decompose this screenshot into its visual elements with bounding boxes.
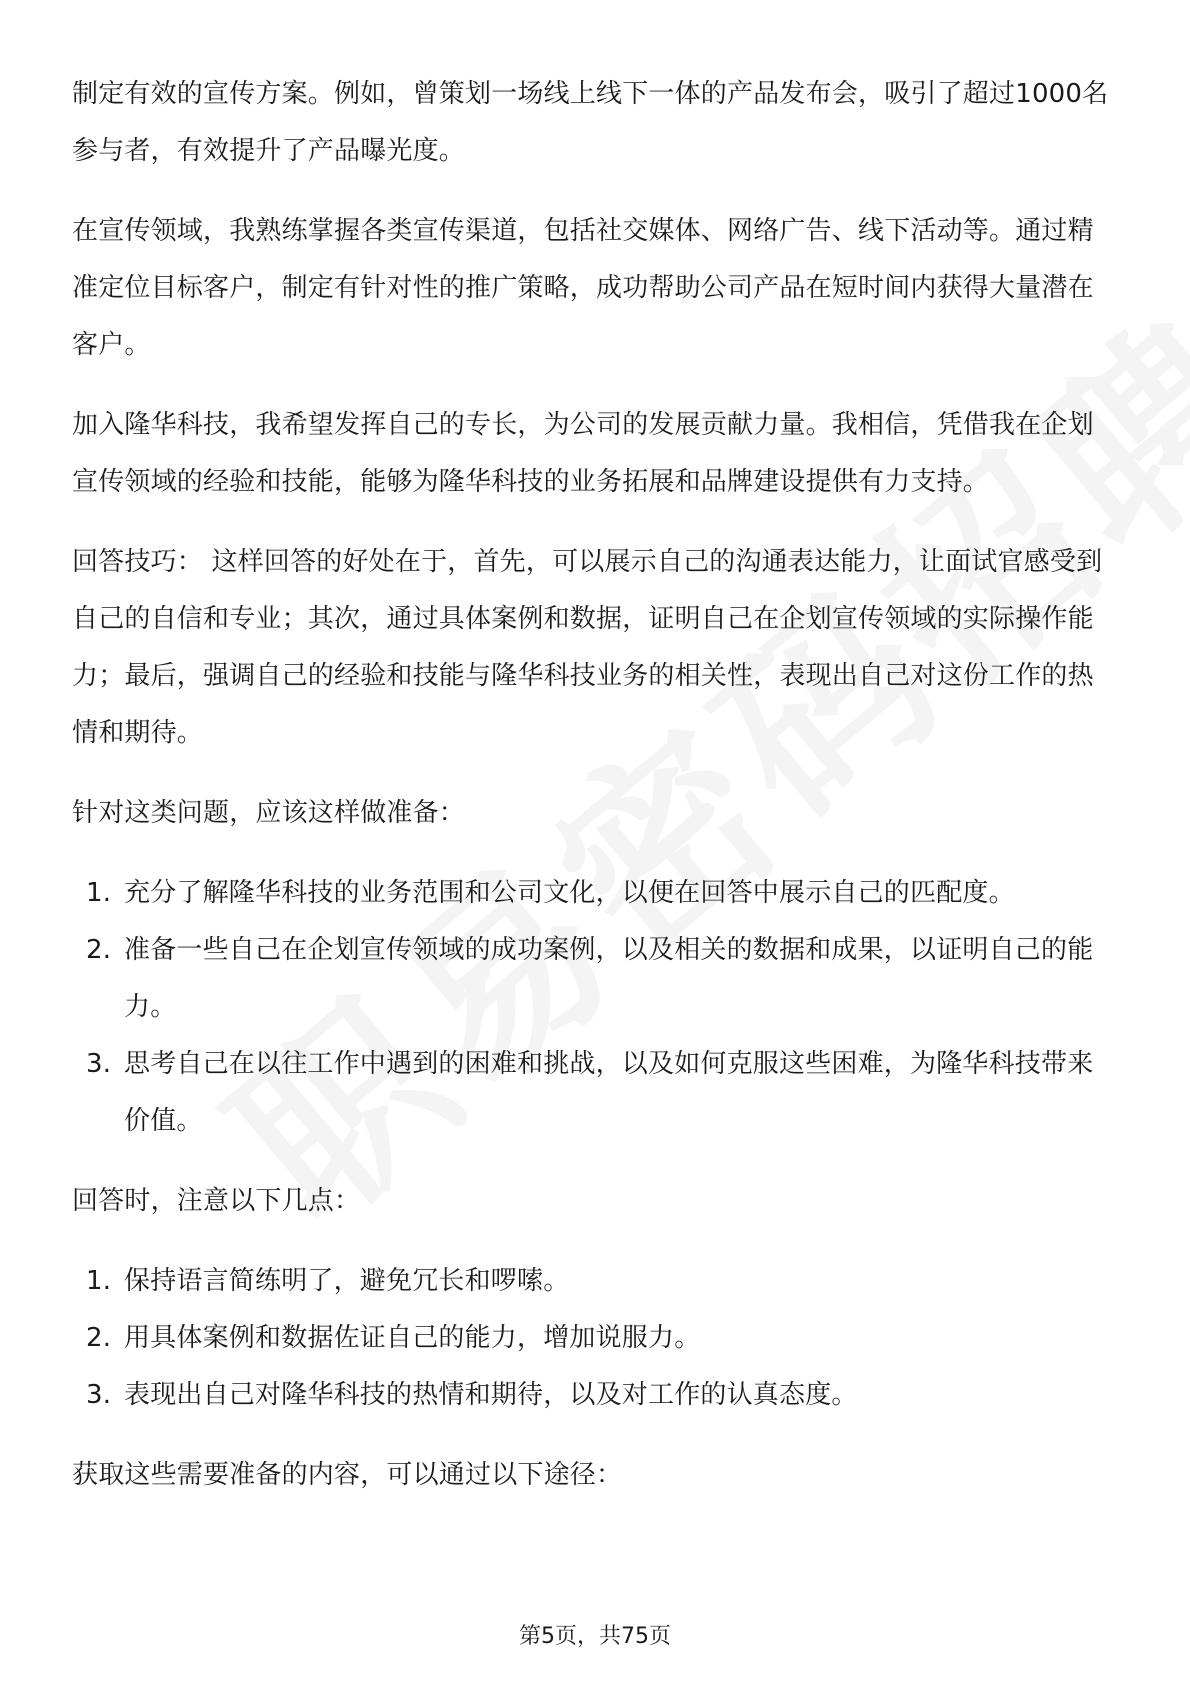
list-item-text: 表现出自己对隆华科技的热情和期待，以及对工作的认真态度。 <box>124 1380 858 1410</box>
list-number: 3. <box>86 1380 112 1410</box>
paragraph-notes-heading: 回答时，注意以下几点： <box>72 1186 361 1216</box>
list-number: 2. <box>86 1323 112 1353</box>
list-number: 1. <box>86 1266 112 1296</box>
list-item <box>72 922 1118 1036</box>
list-item-text: 用具体案例和数据佐证自己的能力，增加说服力。 <box>124 1323 701 1353</box>
paragraph-3: 加入隆华科技，我希望发挥自己的专长，为公司的发展贡献力量。我相信，凭借我在企划宣传领域的经验和技能，能够为隆华科技的业务拓展和品牌建设提供有力支持。 <box>72 410 1094 497</box>
paragraph-1: 制定有效的宣传方案。例如，曾策划一场线上线下一体的产品发布会，吸引了超过1000名参与者，有效提升了产品曝光度。 <box>72 79 1109 166</box>
list-number: 3. <box>86 1049 112 1079</box>
list-item-text: 保持语言简练明了，避免冗长和啰嗦。 <box>124 1266 570 1296</box>
page-number-footer: 第5页，共75页 <box>519 1624 671 1649</box>
paragraph-prep-heading: 针对这类问题，应该这样做准备： <box>72 798 466 828</box>
paragraph-2: 在宣传领域，我熟练掌握各类宣传渠道，包括社交媒体、网络广告、线下活动等。通过精准定位目标客户，制定有针对性的推广策略，成功帮助公司产品在短时间内获得大量潜在客户。 <box>72 216 1094 360</box>
notes-list <box>72 1253 1118 1424</box>
list-item <box>72 1310 1118 1367</box>
list-number: 1. <box>86 878 112 908</box>
list-item-text: 思考自己在以往工作中遇到的困难和挑战，以及如何克服这些困难，为隆华科技带来价值。 <box>124 1049 1094 1136</box>
prep-list <box>72 865 1118 1150</box>
list-item <box>72 1253 1118 1310</box>
paragraph-tips: 回答技巧： 这样回答的好处在于，首先，可以展示自己的沟通表达能力，让面试官感受到自己的自信和专业；其次，通过具体案例和数据，证明自己在企划宣传领域的实际操作能力；最后，强调自己的经验和技能与隆华科技业务的相关性，表现出自己对这份工作的热情和期待。 <box>72 547 1103 748</box>
list-item-text: 充分了解隆华科技的业务范围和公司文化，以便在回答中展示自己的匹配度。 <box>124 878 1015 908</box>
list-item <box>72 865 1118 922</box>
page-content <box>72 66 1118 1504</box>
list-item <box>72 1036 1118 1150</box>
list-item <box>72 1367 1118 1424</box>
list-number: 2. <box>86 935 112 965</box>
paragraph-closing: 获取这些需要准备的内容，可以通过以下途径： <box>72 1460 623 1490</box>
list-item-text: 准备一些自己在企划宣传领域的成功案例，以及相关的数据和成果，以证明自己的能力。 <box>124 935 1094 1022</box>
